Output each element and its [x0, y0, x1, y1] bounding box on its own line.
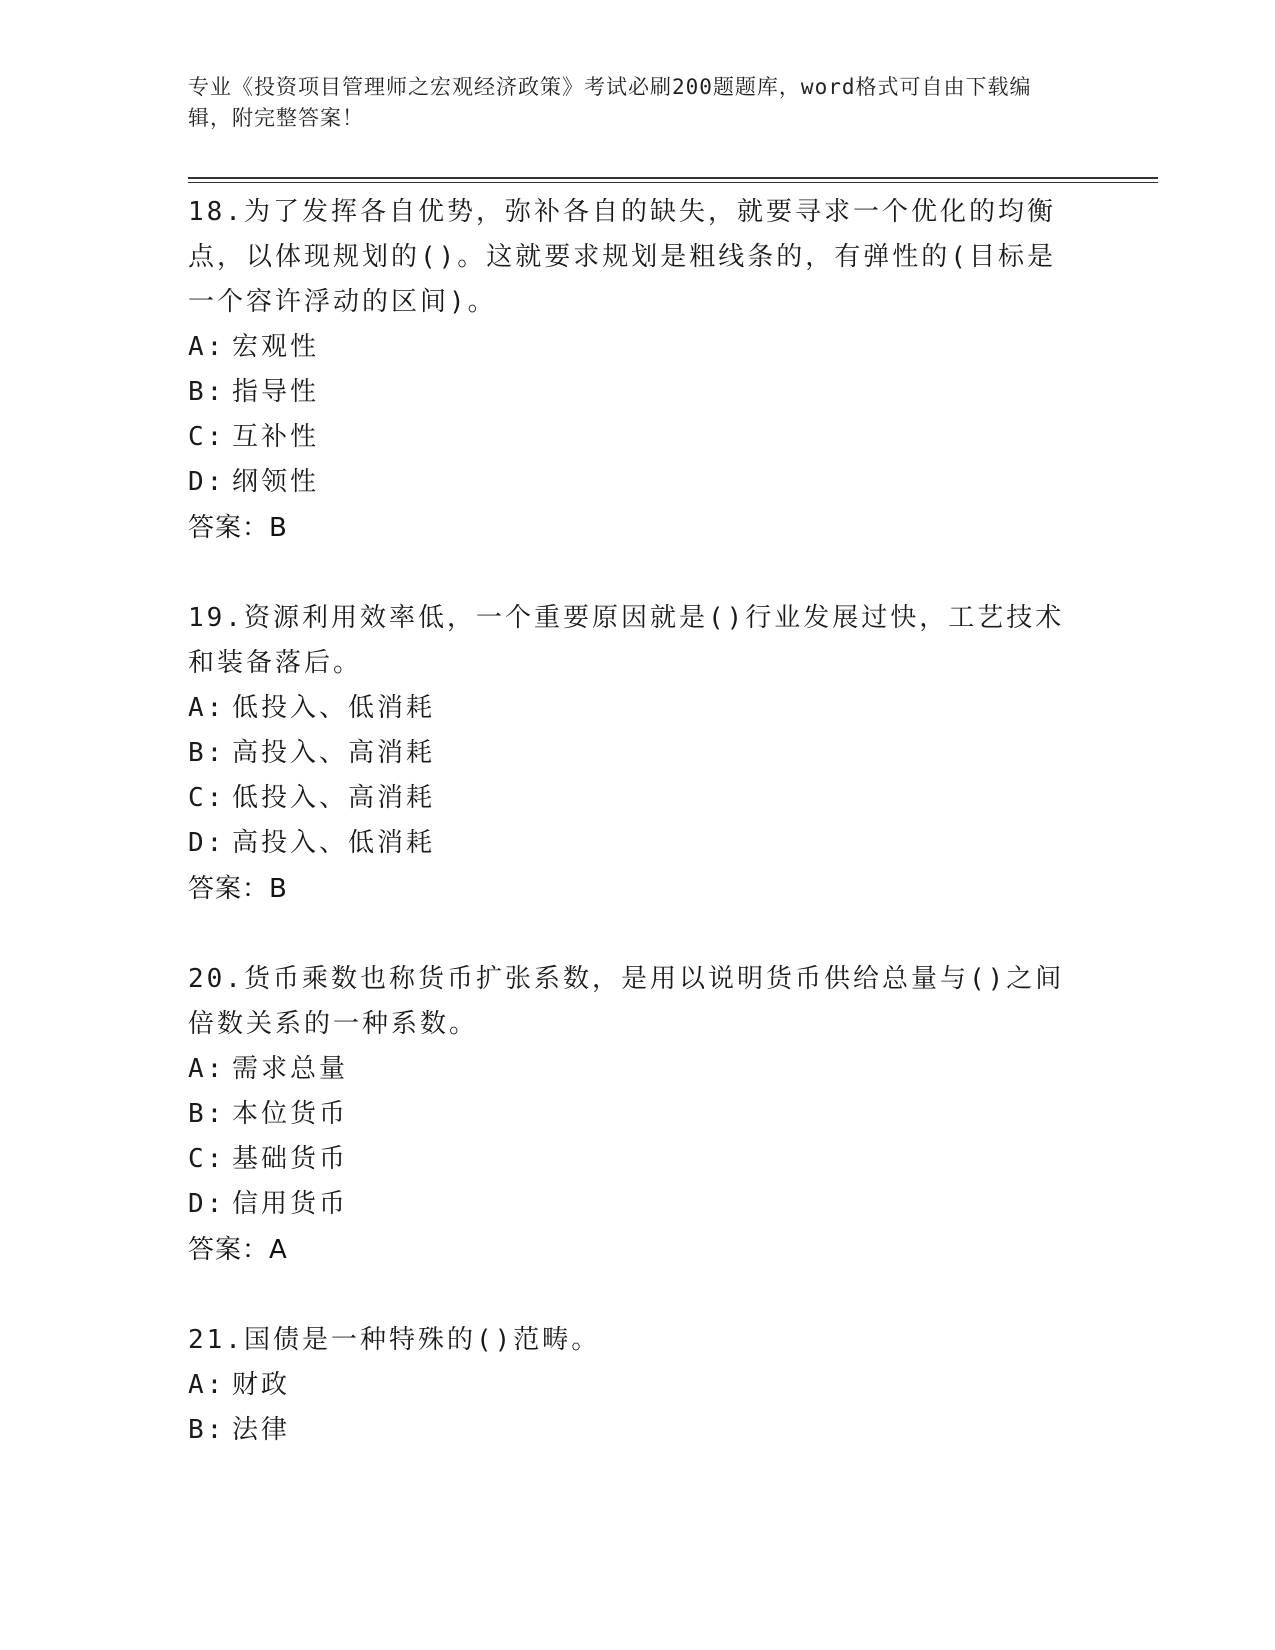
header-rule-thick [188, 177, 1158, 179]
option-a [188, 1363, 1088, 1408]
option-letter: D: [188, 828, 226, 858]
question-stem: 货币乘数也称货币扩张系数，是用以说明货币供给总量与()之间倍数关系的一种系数。 [188, 964, 1065, 1039]
question-spacer [188, 551, 1088, 596]
option-letter: A: [188, 693, 226, 723]
question-stem: 资源利用效率低，一个重要原因就是()行业发展过快，工艺技术和装备落后。 [188, 603, 1065, 678]
option-text: 高投入、高消耗 [232, 738, 436, 768]
question-number: 20. [188, 964, 244, 994]
option-letter: D: [188, 1189, 226, 1219]
option-text: 信用货币 [232, 1189, 349, 1219]
option-text: 指导性 [232, 377, 320, 407]
option-letter: C: [188, 1144, 226, 1174]
question-text [188, 596, 1068, 686]
option-b [188, 370, 1088, 415]
question-spacer [188, 1273, 1088, 1318]
option-text: 低投入、高消耗 [232, 783, 436, 813]
answer-line: 答案：B [188, 513, 288, 543]
option-text: 高投入、低消耗 [232, 828, 436, 858]
question-text [188, 1318, 1068, 1363]
option-letter: A: [188, 1370, 226, 1400]
option-a [188, 686, 1088, 731]
option-letter: B: [188, 1099, 226, 1129]
option-text: 互补性 [232, 422, 320, 452]
option-d [188, 1182, 1088, 1227]
option-b [188, 1092, 1088, 1137]
option-text: 需求总量 [232, 1054, 349, 1084]
option-letter: B: [188, 1415, 226, 1445]
option-text: 低投入、低消耗 [232, 693, 436, 723]
question-stem: 国债是一种特殊的()范畴。 [243, 1325, 601, 1355]
option-b [188, 1408, 1088, 1453]
question-number: 18. [188, 197, 244, 227]
option-text: 宏观性 [232, 332, 320, 362]
option-d [188, 821, 1088, 866]
question-number: 19. [188, 603, 244, 633]
option-b [188, 731, 1088, 776]
question-19 [188, 596, 1088, 912]
document-header: 专业《投资项目管理师之宏观经济政策》考试必刷200题题库，word格式可自由下载编辑，附完整答案！ [188, 75, 1032, 130]
option-text: 法律 [232, 1415, 291, 1445]
answer-line: 答案：B [188, 874, 288, 904]
option-c [188, 415, 1088, 460]
question-spacer [188, 912, 1088, 957]
option-d [188, 460, 1088, 505]
question-21 [188, 1318, 1088, 1453]
question-text [188, 957, 1068, 1047]
option-text: 基础货币 [232, 1144, 349, 1174]
option-c [188, 776, 1088, 821]
question-20 [188, 957, 1088, 1273]
option-letter: B: [188, 377, 226, 407]
question-list [188, 190, 1088, 1453]
option-text: 纲领性 [232, 467, 320, 497]
option-letter: C: [188, 422, 226, 452]
option-letter: A: [188, 332, 226, 362]
answer-line: 答案：A [188, 1235, 288, 1265]
option-text: 财政 [232, 1370, 291, 1400]
option-letter: B: [188, 738, 226, 768]
question-18 [188, 190, 1088, 551]
option-text: 本位货币 [232, 1099, 349, 1129]
option-letter: A: [188, 1054, 226, 1084]
option-a [188, 1047, 1088, 1092]
option-c [188, 1137, 1088, 1182]
option-letter: C: [188, 783, 226, 813]
question-stem: 为了发挥各自优势，弥补各自的缺失，就要寻求一个优化的均衡点，以体现规划的()。这就要求规划是粗线条的，有弹性的(目标是一个容许浮动的区间)。 [188, 197, 1056, 317]
option-letter: D: [188, 467, 226, 497]
option-a [188, 325, 1088, 370]
header-rule-thin [188, 182, 1158, 183]
question-number: 21. [188, 1325, 244, 1355]
question-text [188, 190, 1068, 325]
